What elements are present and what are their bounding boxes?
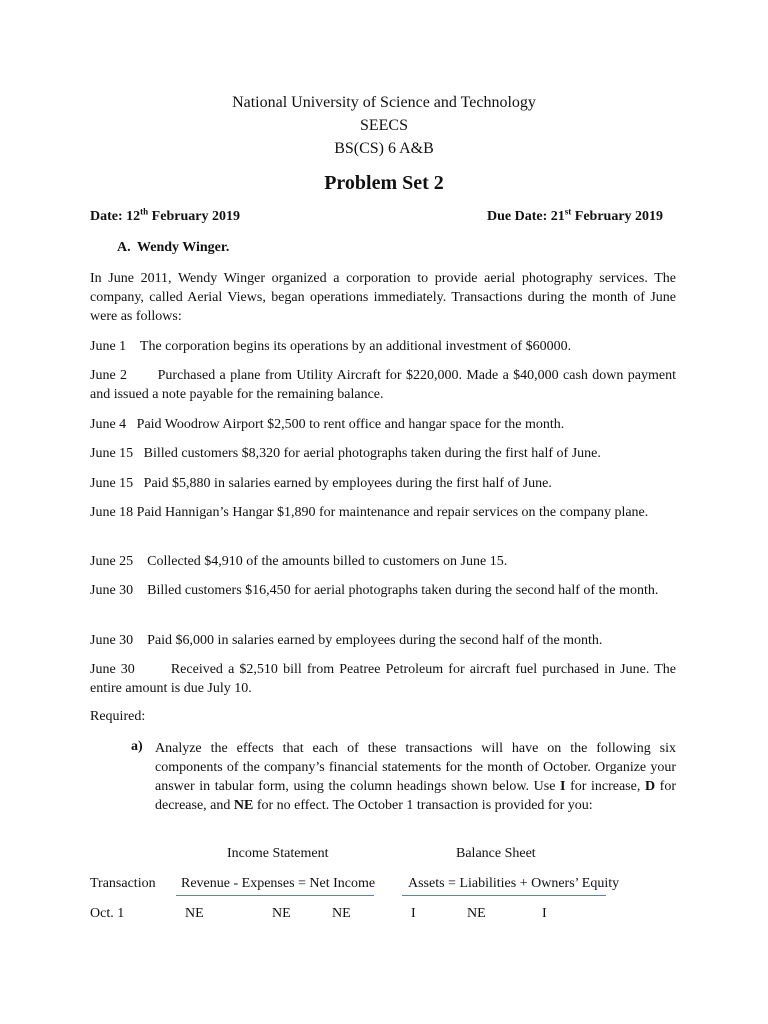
transaction-item: June 18 Paid Hannigan’s Hangar $1,890 for maintenance and repair services on the company plane.	[90, 505, 649, 520]
transaction-item: June 30 Billed customers $16,450 for aerial photographs taken during the second half of the month.	[90, 583, 659, 598]
intro-paragraph: In June 2011, Wendy Winger organized a corporation to provide aerial photography services. The company, called Aerial Views, began operations immediately. Transactions during the month of June were as follows:	[90, 271, 676, 324]
no-effect-code: NE	[233, 798, 254, 813]
increase-code: I	[560, 779, 566, 794]
transaction-item: June 2 Purchased a plane from Utility Aircraft for $220,000. Made a $40,000 cash down payment and issued a note payable for the remaining balance.	[90, 368, 680, 402]
row-liabilities-effect: NE	[467, 906, 486, 921]
section-a-title: Wendy Winger.	[137, 240, 230, 255]
due-date	[487, 206, 664, 225]
transaction-item: June 25 Collected $4,910 of the amounts billed to customers on June 15.	[90, 554, 508, 569]
required-label: Required:	[90, 709, 146, 724]
due-date-prefix: Due Date: 21	[487, 209, 565, 224]
required-text-3: for decrease, and	[155, 779, 676, 813]
transaction-column-header: Transaction	[90, 876, 156, 891]
row-transaction-label: Oct. 1	[90, 906, 125, 921]
required-text-4: for no effect. The October 1 transaction is provided for you:	[253, 798, 593, 813]
required-item-label: a)	[131, 739, 143, 754]
university-name: National University of Science and Technology	[232, 94, 536, 111]
issue-date-prefix: Date: 12	[90, 209, 141, 224]
income-statement-heading: Income Statement	[227, 846, 329, 861]
issue-date-suffix: February 2019	[148, 209, 240, 224]
transaction-item: June 1 The corporation begins its operations by an additional investment of $60000.	[90, 339, 572, 354]
row-revenue-effect: NE	[185, 906, 204, 921]
balance-columns-header: Assets = Liabilities + Owners’ Equity	[408, 876, 620, 891]
income-columns-header: Revenue - Expenses = Net Income	[181, 876, 376, 891]
balance-sheet-heading: Balance Sheet	[456, 846, 536, 861]
section-a-label: A.	[117, 240, 131, 255]
row-expenses-effect: NE	[272, 906, 291, 921]
row-assets-effect: I	[411, 906, 416, 921]
issue-date-sup: th	[140, 206, 149, 217]
issue-date	[90, 206, 240, 225]
transaction-item: June 15 Paid $5,880 in salaries earned by employees during the first half of June.	[90, 476, 552, 491]
row-net-income-effect: NE	[332, 906, 351, 921]
transaction-item: June 30 Paid $6,000 in salaries earned by employees during the second half of the month.	[90, 633, 603, 648]
transaction-item: June 30 Received a $2,510 bill from Peatree Petroleum for aircraft fuel purchased in June. The entire amount is due July 10.	[90, 662, 680, 696]
balance-header-underline	[402, 895, 606, 896]
required-text-1: Analyze the effects that each of these transactions will have on the following six components of the company’s financial statements for the month of October. Organize your answer in tabular form, using the column headings shown below. Use	[155, 741, 676, 794]
due-date-suffix: February 2019	[571, 209, 664, 224]
due-date-sup: st	[564, 206, 572, 217]
income-header-underline	[176, 895, 374, 896]
transaction-item: June 15 Billed customers $8,320 for aerial photographs taken during the first half of June.	[90, 446, 601, 461]
transaction-item: June 4 Paid Woodrow Airport $2,500 to rent office and hangar space for the month.	[90, 417, 565, 432]
row-equity-effect: I	[542, 906, 547, 921]
required-text-2: for increase,	[565, 779, 645, 794]
page-title: Problem Set 2	[324, 172, 444, 194]
school-name: SEECS	[359, 117, 408, 134]
required-item-text	[155, 739, 676, 815]
decrease-code: D	[644, 779, 656, 794]
program-name: BS(CS) 6 A&B	[334, 140, 434, 157]
